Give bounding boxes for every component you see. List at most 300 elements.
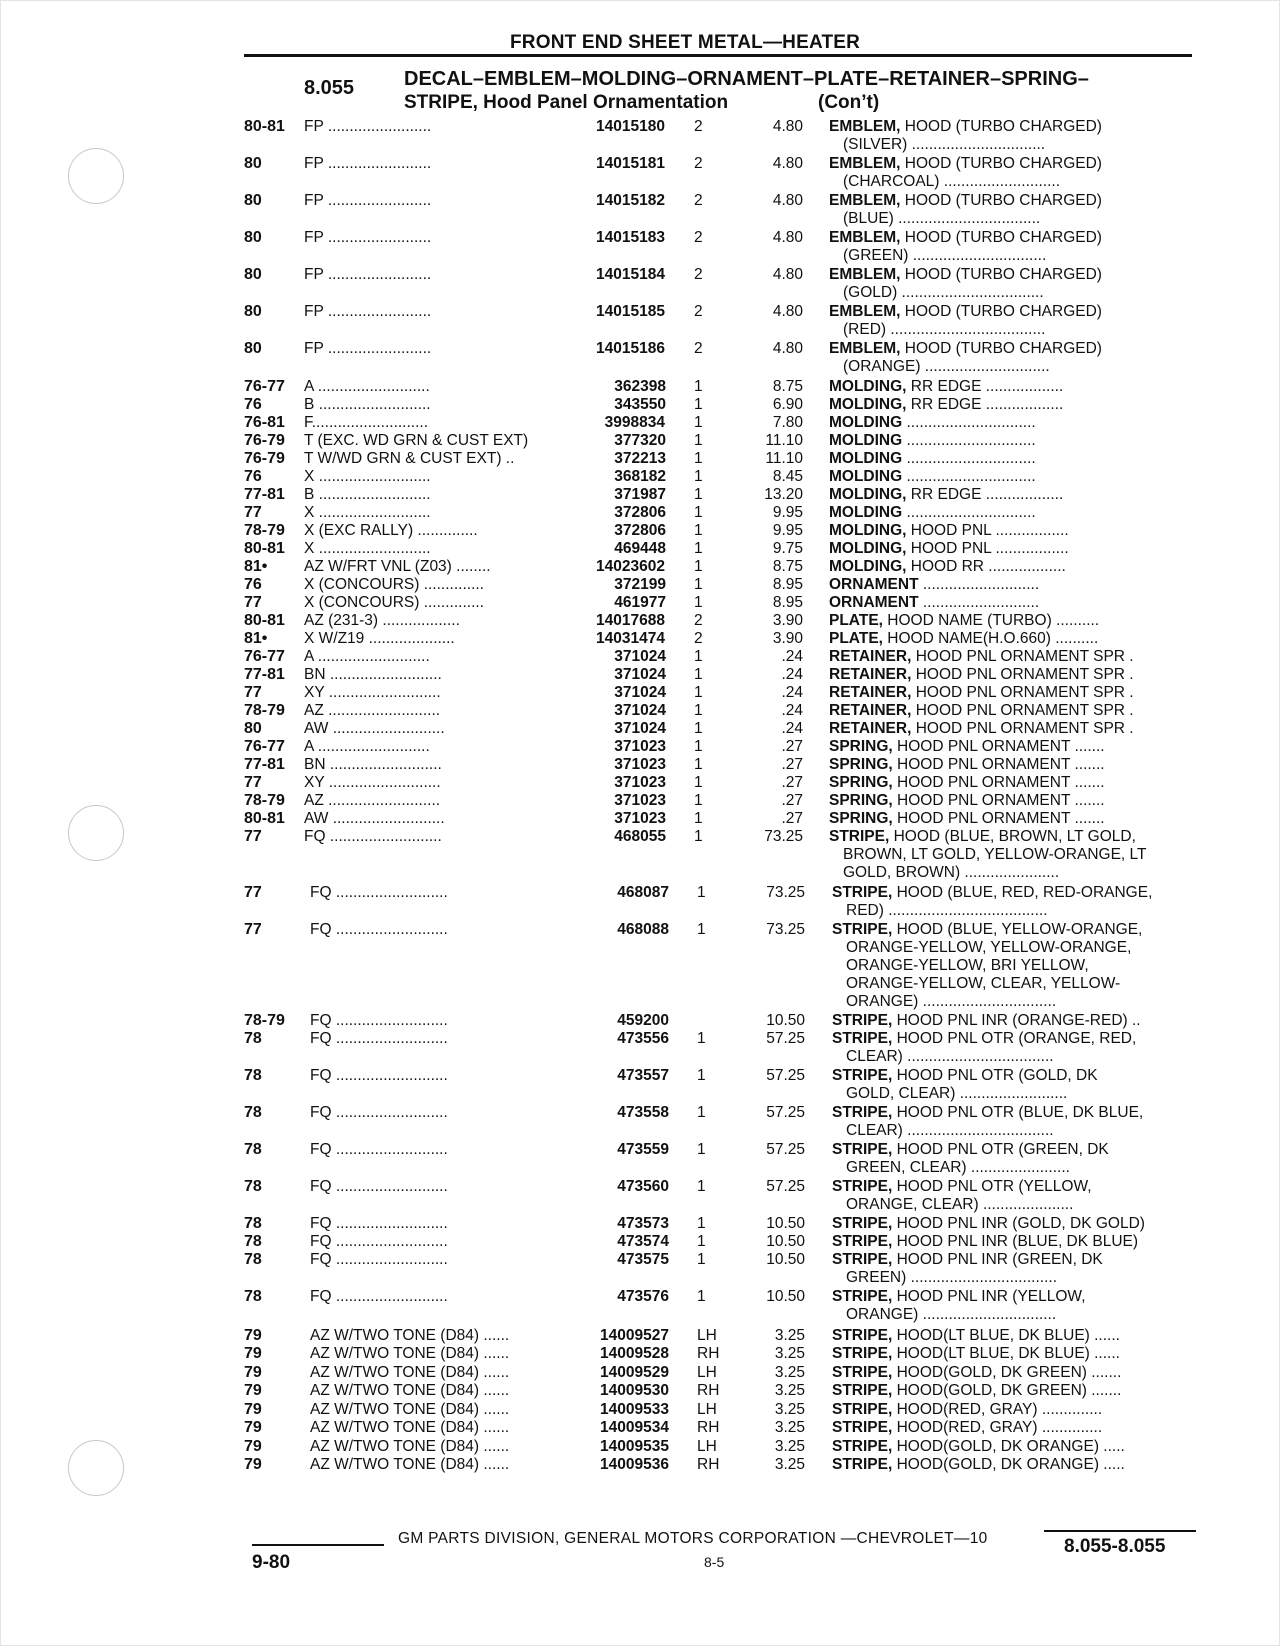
description-continuation: ORANGE, CLEAR) ..................... (846, 1196, 1074, 1213)
model-year: 76-79 (244, 450, 285, 467)
part-name: STRIPE, (832, 884, 893, 901)
part-description-text: HOOD (TURBO CHARGED) (900, 118, 1102, 135)
model-year: 78 (244, 1251, 262, 1268)
quantity: 1 (694, 486, 703, 503)
description-continuation: GOLD, CLEAR) ......................... (846, 1085, 1068, 1102)
part-description-text: HOOD PNL INR (GREEN, DK (892, 1251, 1103, 1268)
price: 57.25 (766, 1178, 805, 1195)
quantity: 1 (694, 414, 703, 431)
model-code: FQ .......................... (310, 1215, 448, 1232)
part-name: STRIPE, (832, 1012, 893, 1029)
table-row (0, 1012, 1280, 1030)
model-code: B .......................... (304, 396, 431, 413)
description-continuation: ORANGE-YELLOW, CLEAR, YELLOW- (846, 975, 1121, 992)
model-code: X (CONCOURS) .............. (304, 594, 484, 611)
part-number: 473573 (617, 1215, 669, 1232)
model-year: 78 (244, 1233, 262, 1250)
table-row (0, 468, 1280, 486)
model-code: AZ W/TWO TONE (D84) ...... (310, 1327, 510, 1344)
price: .24 (781, 648, 803, 665)
part-description-text: HOOD(GOLD, DK GREEN) ....... (892, 1364, 1122, 1381)
model-year: 76 (244, 468, 262, 485)
quantity: 1 (694, 594, 703, 611)
model-year: 78 (244, 1104, 262, 1121)
description-continuation: (GOLD) ................................. (843, 284, 1044, 301)
table-row (0, 1382, 1280, 1400)
part-name: SPRING, (829, 810, 893, 827)
footer-publisher: GM PARTS DIVISION, GENERAL MOTORS CORPORATION —CHEVROLET—10 (398, 1530, 988, 1547)
model-code: F........................... (304, 414, 429, 431)
table-row (0, 229, 1280, 247)
table-row (0, 1438, 1280, 1456)
part-description-text: RR EDGE .................. (906, 396, 1064, 413)
model-year: 79 (244, 1401, 262, 1418)
table-row (0, 118, 1280, 136)
model-year: 77 (244, 594, 262, 611)
part-description (832, 1345, 1202, 1363)
part-name: STRIPE, (832, 1382, 893, 1399)
price: .24 (781, 666, 803, 683)
part-description-text: HOOD PNL OTR (GREEN, DK (892, 1141, 1109, 1158)
part-description (829, 192, 1199, 210)
model-year: 77 (244, 884, 262, 901)
model-code: FQ .......................... (310, 1178, 448, 1195)
part-description (829, 630, 1199, 648)
part-number: 14015182 (596, 192, 665, 209)
part-description-text: .............................. (902, 432, 1036, 449)
price: 10.50 (766, 1215, 805, 1232)
part-description-text: RR EDGE .................. (906, 486, 1064, 503)
part-name: RETAINER, (829, 648, 912, 665)
part-description-text: HOOD NAME(H.O.660) .......... (882, 630, 1099, 647)
table-row (0, 414, 1280, 432)
part-description-text: HOOD PNL INR (ORANGE-RED) .. (892, 1012, 1141, 1029)
part-name: STRIPE, (832, 1401, 893, 1418)
part-description-text: HOOD (BLUE, YELLOW-ORANGE, (892, 921, 1143, 938)
table-row (0, 1419, 1280, 1437)
price: 10.50 (766, 1012, 805, 1029)
part-description-text: ........................... (918, 576, 1040, 593)
model-year: 80-81 (244, 810, 285, 827)
part-number: 473556 (617, 1030, 669, 1047)
part-description-text: HOOD PNL ORNAMENT SPR . (911, 648, 1134, 665)
quantity: LH (697, 1327, 717, 1344)
table-row (0, 303, 1280, 321)
part-name: STRIPE, (832, 1030, 893, 1047)
price: 11.10 (765, 450, 803, 467)
table-row (0, 720, 1280, 738)
table-row (0, 1104, 1280, 1122)
part-number: 371024 (614, 702, 666, 719)
table-row (0, 738, 1280, 756)
table-row (0, 266, 1280, 284)
part-name: MOLDING, (829, 558, 907, 575)
table-row (0, 378, 1280, 396)
part-name: MOLDING, (829, 486, 907, 503)
model-year: 78-79 (244, 702, 285, 719)
part-description-text: HOOD PNL OTR (ORANGE, RED, (892, 1030, 1137, 1047)
table-row (0, 594, 1280, 612)
part-name: STRIPE, (832, 1419, 893, 1436)
part-name: ORNAMENT (829, 594, 919, 611)
quantity: 1 (694, 666, 703, 683)
part-number: 14017688 (596, 612, 665, 629)
model-code: AW .......................... (304, 720, 445, 737)
description-continuation: ORANGE-YELLOW, BRI YELLOW, (846, 957, 1089, 974)
quantity: 1 (694, 576, 703, 593)
part-description (829, 702, 1199, 720)
table-row (0, 1178, 1280, 1196)
part-name: STRIPE, (832, 1288, 893, 1305)
model-year: 76 (244, 576, 262, 593)
model-year: 81• (244, 558, 268, 575)
part-description-text: HOOD(GOLD, DK ORANGE) ..... (892, 1438, 1125, 1455)
footer-page-number: 8-5 (704, 1554, 725, 1570)
part-number: 343550 (614, 396, 666, 413)
table-row (0, 612, 1280, 630)
model-year: 79 (244, 1345, 262, 1362)
price: 10.50 (766, 1288, 805, 1305)
part-name: SPRING, (829, 756, 893, 773)
part-description (832, 1327, 1202, 1345)
part-name: STRIPE, (832, 1104, 893, 1121)
part-number: 461977 (614, 594, 666, 611)
part-description-text: HOOD(LT BLUE, DK BLUE) ...... (892, 1327, 1120, 1344)
part-description (829, 684, 1199, 702)
quantity: 1 (697, 1030, 706, 1047)
part-name: MOLDING (829, 432, 903, 449)
table-row (0, 828, 1280, 846)
part-number: 14023602 (596, 558, 665, 575)
quantity: 1 (694, 774, 703, 791)
quantity: 2 (694, 192, 703, 209)
table-row (0, 921, 1280, 939)
model-year: 79 (244, 1438, 262, 1455)
price: .27 (781, 810, 803, 827)
description-continuation: CLEAR) .................................. (846, 1122, 1054, 1139)
part-description (832, 884, 1202, 902)
part-number: 371023 (614, 792, 666, 809)
part-number: 14009536 (600, 1456, 669, 1473)
part-description (832, 1456, 1202, 1474)
part-description-text: HOOD NAME (TURBO) .......... (882, 612, 1100, 629)
quantity: 1 (697, 1288, 706, 1305)
model-year: 77-81 (244, 486, 285, 503)
part-description (832, 1012, 1202, 1030)
price: .24 (781, 702, 803, 719)
quantity: 1 (694, 504, 703, 521)
table-row (0, 1327, 1280, 1345)
part-description (832, 1030, 1202, 1048)
table-row (0, 576, 1280, 594)
part-number: 473575 (617, 1251, 669, 1268)
part-name: PLATE, (829, 630, 883, 647)
part-number: 14009533 (600, 1401, 669, 1418)
price: 3.25 (774, 1327, 805, 1344)
price: 4.80 (772, 266, 803, 283)
page-title: FRONT END SHEET METAL—HEATER (510, 32, 861, 53)
quantity: 1 (694, 432, 703, 449)
part-name: MOLDING (829, 450, 903, 467)
part-name: STRIPE, (829, 828, 890, 845)
price: .24 (781, 684, 803, 701)
quantity: 1 (694, 648, 703, 665)
part-number: 371023 (614, 810, 666, 827)
part-number: 459200 (617, 1012, 669, 1029)
quantity: 1 (694, 756, 703, 773)
model-year: 77 (244, 921, 262, 938)
table-row (0, 1141, 1280, 1159)
quantity: 1 (694, 468, 703, 485)
model-code: X W/Z19 .................... (304, 630, 455, 647)
part-number: 468055 (614, 828, 666, 845)
model-code: AZ .......................... (304, 792, 441, 809)
model-code: FQ .......................... (310, 1233, 448, 1250)
quantity: 1 (694, 684, 703, 701)
quantity: 2 (694, 118, 703, 135)
quantity: 1 (694, 702, 703, 719)
price: 57.25 (766, 1067, 805, 1084)
part-number: 371987 (614, 486, 666, 503)
price: 3.25 (774, 1382, 805, 1399)
part-description-text: HOOD PNL ORNAMENT ....... (892, 792, 1105, 809)
model-code: XY .......................... (304, 684, 441, 701)
part-description-text: .............................. (902, 450, 1036, 467)
part-description (829, 540, 1199, 558)
table-row (0, 522, 1280, 540)
table-row (0, 810, 1280, 828)
quantity: 1 (697, 1067, 706, 1084)
model-year: 80 (244, 720, 262, 737)
part-description (832, 1419, 1202, 1437)
price: 9.95 (772, 522, 803, 539)
model-year: 78 (244, 1030, 262, 1047)
part-description (829, 810, 1199, 828)
part-name: SPRING, (829, 792, 893, 809)
part-number: 371023 (614, 756, 666, 773)
table-row (0, 340, 1280, 358)
quantity: 1 (697, 1104, 706, 1121)
model-year: 77 (244, 504, 262, 521)
model-code: FP ........................ (304, 303, 432, 320)
part-number: 368182 (614, 468, 666, 485)
model-code: X (CONCOURS) .............. (304, 576, 484, 593)
model-year: 76-81 (244, 414, 285, 431)
part-description (829, 738, 1199, 756)
part-number: 473558 (617, 1104, 669, 1121)
model-code: FQ .......................... (310, 1030, 448, 1047)
price: 73.25 (764, 828, 803, 845)
quantity: 1 (697, 921, 706, 938)
table-row (0, 1215, 1280, 1233)
price: .24 (781, 720, 803, 737)
table-row (0, 1401, 1280, 1419)
model-year: 79 (244, 1456, 262, 1473)
price: 8.75 (772, 378, 803, 395)
price: 3.25 (774, 1419, 805, 1436)
model-year: 78 (244, 1288, 262, 1305)
part-description-text: HOOD PNL ................. (906, 540, 1069, 557)
part-description (832, 1233, 1202, 1251)
model-code: X .......................... (304, 468, 431, 485)
table-row (0, 792, 1280, 810)
part-description-text: HOOD(GOLD, DK ORANGE) ..... (892, 1456, 1125, 1473)
quantity: 1 (697, 1251, 706, 1268)
price: 4.80 (772, 229, 803, 246)
model-code: AZ .......................... (304, 702, 441, 719)
model-code: B .......................... (304, 486, 431, 503)
description-continuation: GOLD, BROWN) ...................... (843, 864, 1060, 881)
table-row (0, 450, 1280, 468)
part-description (829, 155, 1199, 173)
model-year: 80 (244, 192, 262, 209)
part-name: RETAINER, (829, 684, 912, 701)
part-description-text: HOOD PNL INR (GOLD, DK GOLD) (892, 1215, 1145, 1232)
model-code: AZ W/TWO TONE (D84) ...... (310, 1419, 510, 1436)
part-number: 473559 (617, 1141, 669, 1158)
part-name: RETAINER, (829, 702, 912, 719)
description-continuation: ORANGE) ............................... (846, 1306, 1057, 1323)
part-number: 14015185 (596, 303, 665, 320)
part-name: MOLDING, (829, 396, 907, 413)
part-number: 362398 (614, 378, 666, 395)
model-year: 78 (244, 1067, 262, 1084)
table-row (0, 558, 1280, 576)
part-name: STRIPE, (832, 1364, 893, 1381)
price: 4.80 (772, 118, 803, 135)
price: 8.95 (772, 594, 803, 611)
part-description (829, 720, 1199, 738)
quantity: LH (697, 1364, 717, 1381)
price: 9.95 (772, 504, 803, 521)
part-description (832, 1382, 1202, 1400)
model-year: 77-81 (244, 666, 285, 683)
part-number: 14009534 (600, 1419, 669, 1436)
part-number: 14015186 (596, 340, 665, 357)
quantity: 2 (694, 612, 703, 629)
table-row (0, 666, 1280, 684)
part-number: 14015183 (596, 229, 665, 246)
part-description-text: HOOD RR .................. (906, 558, 1066, 575)
price: 73.25 (766, 921, 805, 938)
part-description-text: HOOD PNL ORNAMENT SPR . (911, 666, 1134, 683)
part-description-text: HOOD PNL ORNAMENT ....... (892, 738, 1105, 755)
model-year: 76-77 (244, 648, 285, 665)
price: 3.25 (774, 1345, 805, 1362)
model-code: FQ .......................... (310, 1104, 448, 1121)
part-description-text: HOOD PNL ORNAMENT SPR . (911, 684, 1134, 701)
part-name: MOLDING, (829, 522, 907, 539)
model-code: BN .......................... (304, 666, 442, 683)
model-code: FQ .......................... (310, 921, 448, 938)
model-year: 79 (244, 1419, 262, 1436)
model-code: FP ........................ (304, 340, 432, 357)
part-name: MOLDING, (829, 540, 907, 557)
price: 8.75 (772, 558, 803, 575)
quantity: 1 (694, 828, 703, 845)
description-continuation: BROWN, LT GOLD, YELLOW-ORANGE, LT (843, 846, 1147, 863)
part-description (829, 396, 1199, 414)
part-description (829, 266, 1199, 284)
part-description (829, 118, 1199, 136)
part-name: EMBLEM, (829, 229, 901, 246)
table-row (0, 1030, 1280, 1048)
model-code: FQ .......................... (310, 1012, 448, 1029)
part-name: STRIPE, (832, 1251, 893, 1268)
part-name: SPRING, (829, 738, 893, 755)
price: 6.90 (772, 396, 803, 413)
model-code: FP ........................ (304, 229, 432, 246)
model-year: 77 (244, 774, 262, 791)
part-number: 371024 (614, 648, 666, 665)
quantity: 1 (697, 1141, 706, 1158)
part-description (829, 303, 1199, 321)
quantity: RH (697, 1419, 720, 1436)
table-row (0, 1067, 1280, 1085)
model-code: XY .......................... (304, 774, 441, 791)
model-code: X .......................... (304, 504, 431, 521)
model-year: 80-81 (244, 612, 285, 629)
table-row (0, 1456, 1280, 1474)
part-name: EMBLEM, (829, 192, 901, 209)
price: 57.25 (766, 1141, 805, 1158)
model-code: FQ .......................... (310, 1288, 448, 1305)
model-year: 80 (244, 229, 262, 246)
table-row (0, 684, 1280, 702)
part-description-text: HOOD PNL INR (YELLOW, (892, 1288, 1086, 1305)
part-number: 14009528 (600, 1345, 669, 1362)
part-name: EMBLEM, (829, 266, 901, 283)
description-continuation: ORANGE) ............................... (846, 993, 1057, 1010)
model-code: AZ W/TWO TONE (D84) ...... (310, 1401, 510, 1418)
model-year: 77 (244, 828, 262, 845)
model-code: FQ .......................... (310, 1141, 448, 1158)
table-row (0, 756, 1280, 774)
part-description (829, 576, 1199, 594)
part-number: 371024 (614, 684, 666, 701)
model-code: AZ W/TWO TONE (D84) ...... (310, 1456, 510, 1473)
part-description (832, 1215, 1202, 1233)
model-code: AW .......................... (304, 810, 445, 827)
model-code: FQ .......................... (310, 884, 448, 901)
model-year: 81• (244, 630, 268, 647)
model-code: FQ .......................... (304, 828, 442, 845)
quantity: 1 (694, 810, 703, 827)
table-row (0, 486, 1280, 504)
price: 10.50 (766, 1233, 805, 1250)
table-row (0, 884, 1280, 902)
part-description-text: HOOD PNL ORNAMENT ....... (892, 774, 1105, 791)
quantity: 1 (694, 522, 703, 539)
model-code: AZ (231-3) .................. (304, 612, 460, 629)
part-number: 372199 (614, 576, 666, 593)
part-description (832, 1438, 1202, 1456)
part-description-text: HOOD PNL ORNAMENT ....... (892, 756, 1105, 773)
table-row (0, 396, 1280, 414)
part-description (829, 450, 1199, 468)
part-name: MOLDING (829, 504, 903, 521)
table-row (0, 432, 1280, 450)
part-name: MOLDING (829, 468, 903, 485)
part-description-text: ........................... (918, 594, 1040, 611)
part-description-text: HOOD (BLUE, BROWN, LT GOLD, (889, 828, 1136, 845)
part-description (829, 468, 1199, 486)
quantity: 1 (694, 792, 703, 809)
part-number: 3998834 (604, 414, 665, 431)
model-year: 79 (244, 1364, 262, 1381)
model-code: FP ........................ (304, 192, 432, 209)
part-number: 372213 (614, 450, 666, 467)
